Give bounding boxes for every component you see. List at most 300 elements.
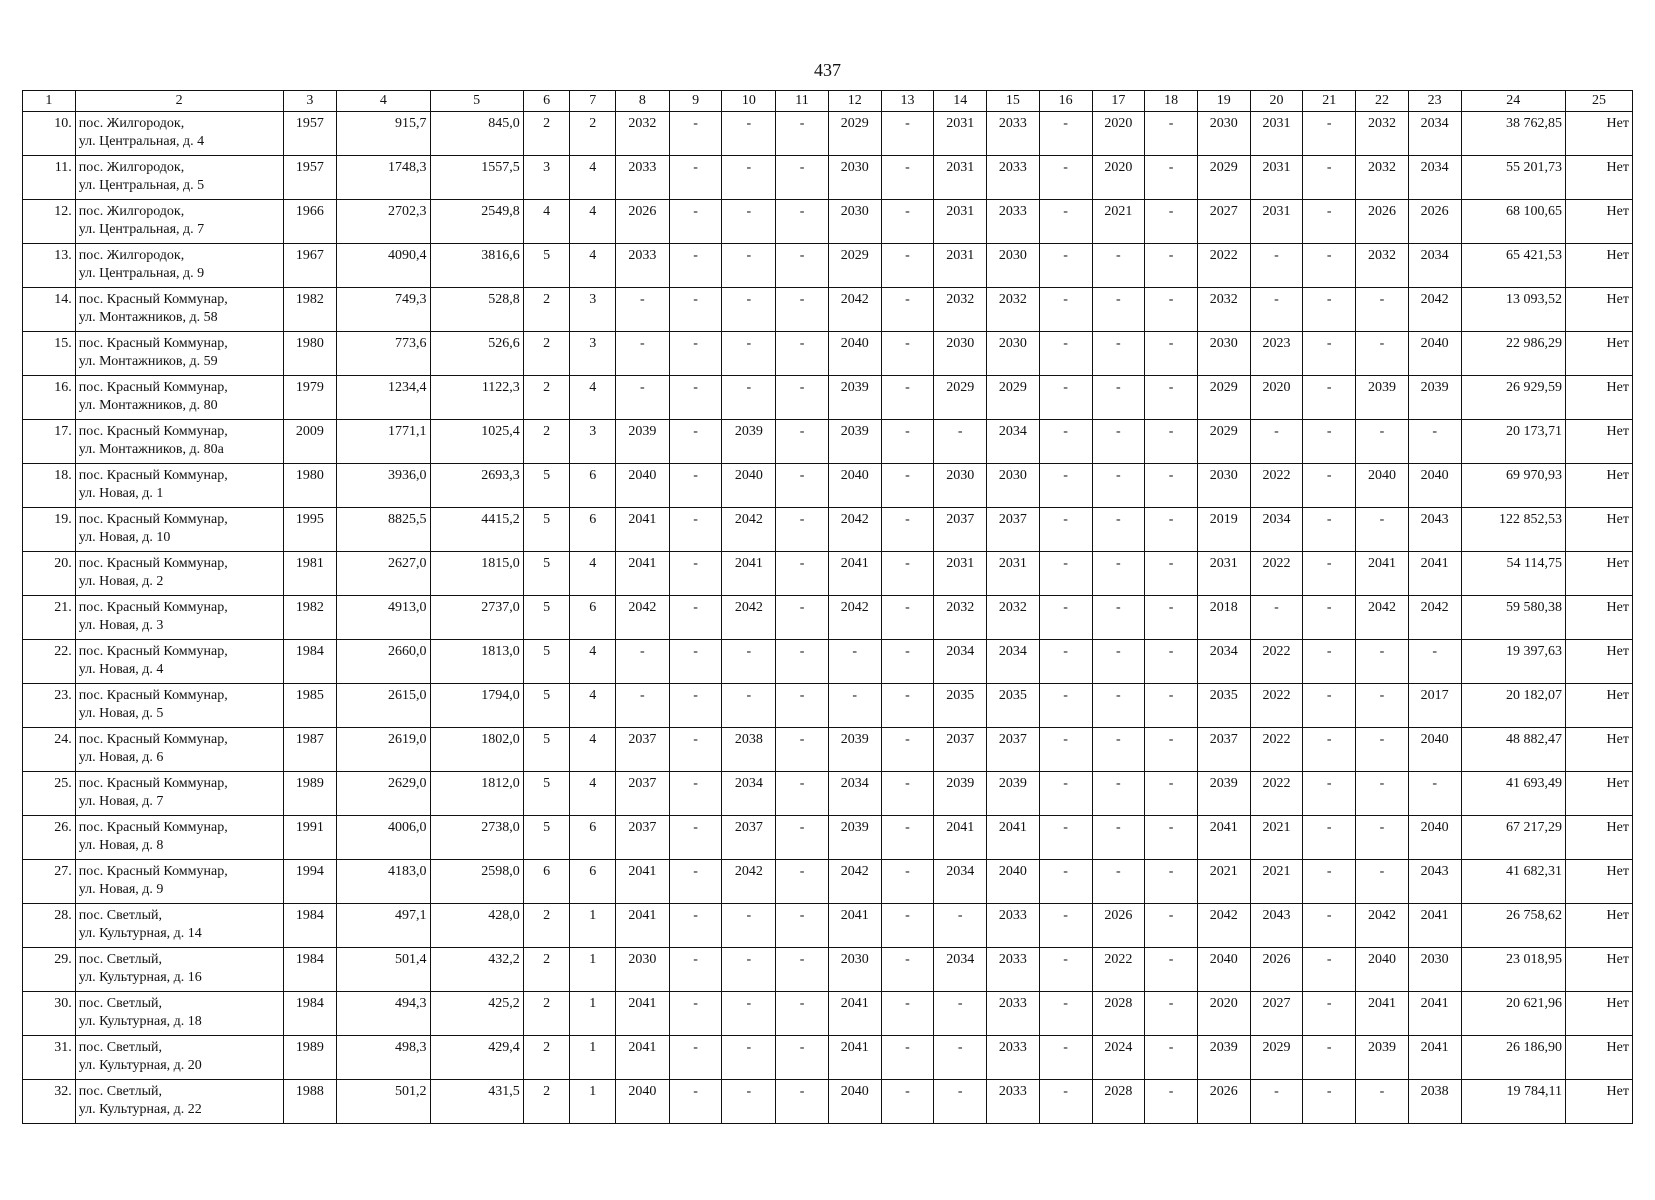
cell-col-19: 2039 [1197,1036,1250,1080]
address-settlement: пос. Красный Коммунар, [78,556,228,571]
cell-col-24: 48 882,47 [1461,728,1565,772]
cell-col-18: - [1145,772,1198,816]
address-cell [75,112,283,156]
address-cell [75,948,283,992]
address-cell [75,508,283,552]
cell-col-23: - [1408,640,1461,684]
cell-col-13: - [881,684,934,728]
cell-col-12: - [828,684,881,728]
cell-col-3: 1985 [283,684,337,728]
cell-col-3: 1984 [283,948,337,992]
cell-col-8: 2037 [616,816,670,860]
cell-col-25: Нет [1565,112,1632,156]
address-settlement: пос. Красный Коммунар, [78,820,228,835]
cell-col-11: - [776,1036,829,1080]
address-settlement: пос. Светлый, [78,952,163,967]
cell-col-7: 2 [570,112,616,156]
cell-col-10: - [722,200,776,244]
cell-col-19: 2037 [1197,728,1250,772]
cell-col-8: 2037 [616,728,670,772]
address-street: ул. Монтажников, д. 59 [78,354,218,369]
cell-col-13: - [881,464,934,508]
cell-col-21: - [1303,332,1356,376]
cell-col-5: 428,0 [430,904,523,948]
cell-col-20: 2022 [1250,772,1303,816]
cell-col-6: 5 [523,728,570,772]
address-cell [75,464,283,508]
cell-col-24: 54 114,75 [1461,552,1565,596]
cell-col-24: 26 929,59 [1461,376,1565,420]
cell-col-6: 6 [523,860,570,904]
address-cell [75,904,283,948]
cell-col-7: 4 [570,552,616,596]
cell-col-15: 2032 [987,596,1040,640]
cell-col-23: 2034 [1408,244,1461,288]
cell-col-18: - [1145,684,1198,728]
cell-col-7: 4 [570,684,616,728]
cell-col-11: - [776,728,829,772]
cell-col-10: 2037 [722,816,776,860]
cell-col-16: - [1039,992,1092,1036]
cell-col-5: 526,6 [430,332,523,376]
cell-col-16: - [1039,332,1092,376]
cell-col-8: 2039 [616,420,670,464]
row-number: 11. [23,156,76,200]
cell-col-13: - [881,156,934,200]
cell-col-10: - [722,904,776,948]
row-number: 23. [23,684,76,728]
cell-col-8: 2041 [616,992,670,1036]
cell-col-21: - [1303,200,1356,244]
cell-col-18: - [1145,112,1198,156]
cell-col-9: - [669,332,722,376]
cell-col-19: 2034 [1197,640,1250,684]
cell-col-22: 2032 [1356,156,1409,200]
cell-col-11: - [776,332,829,376]
cell-col-18: - [1145,244,1198,288]
cell-col-15: 2033 [987,948,1040,992]
table-row [23,904,1633,948]
address-street: ул. Культурная, д. 16 [78,970,202,985]
cell-col-5: 1812,0 [430,772,523,816]
cell-col-10: - [722,992,776,1036]
cell-col-5: 528,8 [430,288,523,332]
cell-col-24: 41 682,31 [1461,860,1565,904]
cell-col-19: 2021 [1197,860,1250,904]
cell-col-8: 2041 [616,508,670,552]
cell-col-13: - [881,992,934,1036]
column-header-21: 21 [1303,91,1356,112]
address-settlement: пос. Красный Коммунар, [78,600,228,615]
cell-col-13: - [881,1080,934,1124]
address-cell [75,992,283,1036]
cell-col-5: 845,0 [430,112,523,156]
cell-col-10: - [722,376,776,420]
cell-col-4: 1234,4 [337,376,430,420]
cell-col-23: 2026 [1408,200,1461,244]
cell-col-3: 1991 [283,816,337,860]
cell-col-14: 2037 [934,508,987,552]
cell-col-16: - [1039,1036,1092,1080]
cell-col-14: 2031 [934,244,987,288]
table-row [23,420,1633,464]
address-settlement: пос. Светлый, [78,908,163,923]
cell-col-16: - [1039,1080,1092,1124]
cell-col-12: 2039 [828,376,881,420]
cell-col-15: 2033 [987,112,1040,156]
cell-col-18: - [1145,860,1198,904]
cell-col-16: - [1039,772,1092,816]
address-settlement: пос. Красный Коммунар, [78,424,228,439]
cell-col-16: - [1039,684,1092,728]
cell-col-21: - [1303,1080,1356,1124]
cell-col-22: 2026 [1356,200,1409,244]
cell-col-23: 2017 [1408,684,1461,728]
cell-col-21: - [1303,948,1356,992]
cell-col-3: 1995 [283,508,337,552]
cell-col-19: 2029 [1197,420,1250,464]
table-row [23,156,1633,200]
cell-col-14: - [934,420,987,464]
cell-col-18: - [1145,948,1198,992]
cell-col-25: Нет [1565,156,1632,200]
cell-col-25: Нет [1565,772,1632,816]
cell-col-9: - [669,772,722,816]
cell-col-15: 2032 [987,288,1040,332]
address-street: ул. Культурная, д. 22 [78,1102,202,1117]
column-header-14: 14 [934,91,987,112]
cell-col-9: - [669,288,722,332]
cell-col-16: - [1039,860,1092,904]
cell-col-9: - [669,464,722,508]
cell-col-19: 2026 [1197,1080,1250,1124]
cell-col-19: 2027 [1197,200,1250,244]
table-body [23,112,1633,1124]
cell-col-19: 2030 [1197,112,1250,156]
cell-col-24: 20 173,71 [1461,420,1565,464]
cell-col-13: - [881,552,934,596]
cell-col-3: 1967 [283,244,337,288]
cell-col-17: - [1092,772,1145,816]
column-header-18: 18 [1145,91,1198,112]
cell-col-13: - [881,860,934,904]
cell-col-21: - [1303,728,1356,772]
cell-col-4: 3936,0 [337,464,430,508]
cell-col-3: 1984 [283,904,337,948]
cell-col-12: 2041 [828,992,881,1036]
cell-col-22: - [1356,684,1409,728]
cell-col-12: 2040 [828,464,881,508]
cell-col-13: - [881,772,934,816]
cell-col-21: - [1303,376,1356,420]
cell-col-15: 2033 [987,1036,1040,1080]
cell-col-7: 1 [570,1080,616,1124]
cell-col-4: 773,6 [337,332,430,376]
cell-col-10: 2041 [722,552,776,596]
cell-col-4: 915,7 [337,112,430,156]
cell-col-25: Нет [1565,200,1632,244]
cell-col-12: 2040 [828,332,881,376]
cell-col-3: 1988 [283,1080,337,1124]
table-row [23,728,1633,772]
cell-col-3: 1979 [283,376,337,420]
cell-col-20: - [1250,1080,1303,1124]
cell-col-5: 2598,0 [430,860,523,904]
cell-col-21: - [1303,772,1356,816]
cell-col-6: 2 [523,332,570,376]
cell-col-13: - [881,640,934,684]
cell-col-22: 2041 [1356,992,1409,1036]
cell-col-6: 5 [523,552,570,596]
cell-col-10: - [722,948,776,992]
cell-col-3: 1957 [283,156,337,200]
cell-col-20: 2021 [1250,816,1303,860]
column-header-15: 15 [987,91,1040,112]
cell-col-19: 2035 [1197,684,1250,728]
cell-col-21: - [1303,112,1356,156]
cell-col-5: 2549,8 [430,200,523,244]
address-settlement: пос. Жилгородок, [78,160,185,175]
cell-col-9: - [669,552,722,596]
cell-col-10: - [722,112,776,156]
address-street: ул. Культурная, д. 20 [78,1058,202,1073]
cell-col-17: - [1092,684,1145,728]
cell-col-20: 2022 [1250,464,1303,508]
cell-col-21: - [1303,860,1356,904]
cell-col-11: - [776,112,829,156]
row-number: 12. [23,200,76,244]
cell-col-24: 22 986,29 [1461,332,1565,376]
cell-col-17: - [1092,376,1145,420]
cell-col-23: 2041 [1408,1036,1461,1080]
cell-col-17: - [1092,596,1145,640]
cell-col-15: 2040 [987,860,1040,904]
cell-col-19: 2018 [1197,596,1250,640]
cell-col-19: 2029 [1197,156,1250,200]
cell-col-22: 2040 [1356,948,1409,992]
address-cell [75,156,283,200]
cell-col-20: - [1250,420,1303,464]
cell-col-15: 2035 [987,684,1040,728]
cell-col-3: 1984 [283,640,337,684]
cell-col-23: 2040 [1408,816,1461,860]
cell-col-17: 2026 [1092,904,1145,948]
cell-col-6: 5 [523,640,570,684]
cell-col-22: 2042 [1356,904,1409,948]
cell-col-10: 2039 [722,420,776,464]
cell-col-15: 2034 [987,640,1040,684]
registry-table [22,90,1633,1124]
address-cell [75,200,283,244]
cell-col-7: 1 [570,948,616,992]
cell-col-17: 2021 [1092,200,1145,244]
cell-col-18: - [1145,728,1198,772]
row-number: 30. [23,992,76,1036]
cell-col-9: - [669,816,722,860]
cell-col-12: - [828,640,881,684]
cell-col-24: 13 093,52 [1461,288,1565,332]
cell-col-16: - [1039,640,1092,684]
cell-col-6: 2 [523,992,570,1036]
address-settlement: пос. Жилгородок, [78,204,185,219]
cell-col-8: 2042 [616,596,670,640]
cell-col-22: 2039 [1356,1036,1409,1080]
cell-col-9: - [669,728,722,772]
cell-col-15: 2041 [987,816,1040,860]
cell-col-15: 2037 [987,728,1040,772]
cell-col-19: 2042 [1197,904,1250,948]
cell-col-14: 2031 [934,200,987,244]
cell-col-18: - [1145,288,1198,332]
address-cell [75,728,283,772]
row-number: 19. [23,508,76,552]
cell-col-14: 2032 [934,596,987,640]
cell-col-24: 65 421,53 [1461,244,1565,288]
cell-col-9: - [669,860,722,904]
column-header-25: 25 [1565,91,1632,112]
cell-col-16: - [1039,508,1092,552]
cell-col-15: 2033 [987,904,1040,948]
cell-col-11: - [776,948,829,992]
cell-col-21: - [1303,288,1356,332]
cell-col-14: 2031 [934,156,987,200]
cell-col-6: 5 [523,464,570,508]
cell-col-14: 2032 [934,288,987,332]
cell-col-5: 2738,0 [430,816,523,860]
cell-col-21: - [1303,156,1356,200]
cell-col-24: 67 217,29 [1461,816,1565,860]
cell-col-11: - [776,288,829,332]
cell-col-21: - [1303,904,1356,948]
address-cell [75,684,283,728]
cell-col-3: 1957 [283,112,337,156]
address-cell [75,332,283,376]
cell-col-14: 2041 [934,816,987,860]
cell-col-5: 4415,2 [430,508,523,552]
table-row [23,1036,1633,1080]
cell-col-25: Нет [1565,464,1632,508]
address-street: ул. Культурная, д. 18 [78,1014,202,1029]
cell-col-17: - [1092,640,1145,684]
table-row [23,1080,1633,1124]
cell-col-9: - [669,596,722,640]
column-header-2: 2 [75,91,283,112]
cell-col-12: 2041 [828,552,881,596]
row-number: 32. [23,1080,76,1124]
table-row [23,640,1633,684]
cell-col-12: 2039 [828,816,881,860]
cell-col-6: 4 [523,200,570,244]
cell-col-15: 2033 [987,200,1040,244]
cell-col-16: - [1039,948,1092,992]
cell-col-14: 2029 [934,376,987,420]
address-street: ул. Новая, д. 6 [78,750,164,765]
cell-col-7: 4 [570,640,616,684]
cell-col-3: 1966 [283,200,337,244]
row-number: 24. [23,728,76,772]
cell-col-7: 4 [570,244,616,288]
cell-col-3: 1994 [283,860,337,904]
cell-col-19: 2022 [1197,244,1250,288]
address-settlement: пос. Красный Коммунар, [78,468,228,483]
address-street: ул. Новая, д. 2 [78,574,164,589]
cell-col-16: - [1039,728,1092,772]
table-row [23,992,1633,1036]
cell-col-7: 6 [570,508,616,552]
address-street: ул. Культурная, д. 14 [78,926,202,941]
cell-col-10: - [722,332,776,376]
cell-col-15: 2034 [987,420,1040,464]
cell-col-19: 2031 [1197,552,1250,596]
cell-col-16: - [1039,244,1092,288]
cell-col-21: - [1303,464,1356,508]
cell-col-18: - [1145,420,1198,464]
cell-col-20: 2021 [1250,860,1303,904]
row-number: 29. [23,948,76,992]
cell-col-15: 2033 [987,1080,1040,1124]
cell-col-17: - [1092,860,1145,904]
cell-col-18: - [1145,200,1198,244]
cell-col-24: 19 784,11 [1461,1080,1565,1124]
cell-col-20: 2022 [1250,640,1303,684]
address-settlement: пос. Красный Коммунар, [78,732,228,747]
cell-col-19: 2041 [1197,816,1250,860]
cell-col-8: 2041 [616,904,670,948]
cell-col-7: 4 [570,156,616,200]
cell-col-24: 41 693,49 [1461,772,1565,816]
cell-col-10: 2034 [722,772,776,816]
cell-col-11: - [776,904,829,948]
cell-col-4: 4006,0 [337,816,430,860]
cell-col-10: 2040 [722,464,776,508]
cell-col-20: 2031 [1250,156,1303,200]
cell-col-9: - [669,112,722,156]
column-header-17: 17 [1092,91,1145,112]
row-number: 20. [23,552,76,596]
cell-col-25: Нет [1565,860,1632,904]
table-row [23,860,1633,904]
cell-col-11: - [776,816,829,860]
cell-col-17: 2024 [1092,1036,1145,1080]
cell-col-16: - [1039,112,1092,156]
cell-col-13: - [881,948,934,992]
cell-col-24: 68 100,65 [1461,200,1565,244]
cell-col-14: 2034 [934,948,987,992]
cell-col-20: 2023 [1250,332,1303,376]
cell-col-6: 2 [523,1080,570,1124]
cell-col-3: 2009 [283,420,337,464]
cell-col-4: 2629,0 [337,772,430,816]
cell-col-25: Нет [1565,332,1632,376]
table-row [23,376,1633,420]
address-settlement: пос. Светлый, [78,1040,163,1055]
row-number: 27. [23,860,76,904]
cell-col-8: 2033 [616,156,670,200]
cell-col-23: 2043 [1408,508,1461,552]
cell-col-14: - [934,1080,987,1124]
cell-col-5: 2693,3 [430,464,523,508]
cell-col-22: 2032 [1356,244,1409,288]
cell-col-4: 749,3 [337,288,430,332]
cell-col-15: 2031 [987,552,1040,596]
cell-col-8: 2040 [616,464,670,508]
address-cell [75,816,283,860]
address-cell [75,772,283,816]
row-number: 14. [23,288,76,332]
row-number: 28. [23,904,76,948]
cell-col-20: 2020 [1250,376,1303,420]
cell-col-19: 2039 [1197,772,1250,816]
